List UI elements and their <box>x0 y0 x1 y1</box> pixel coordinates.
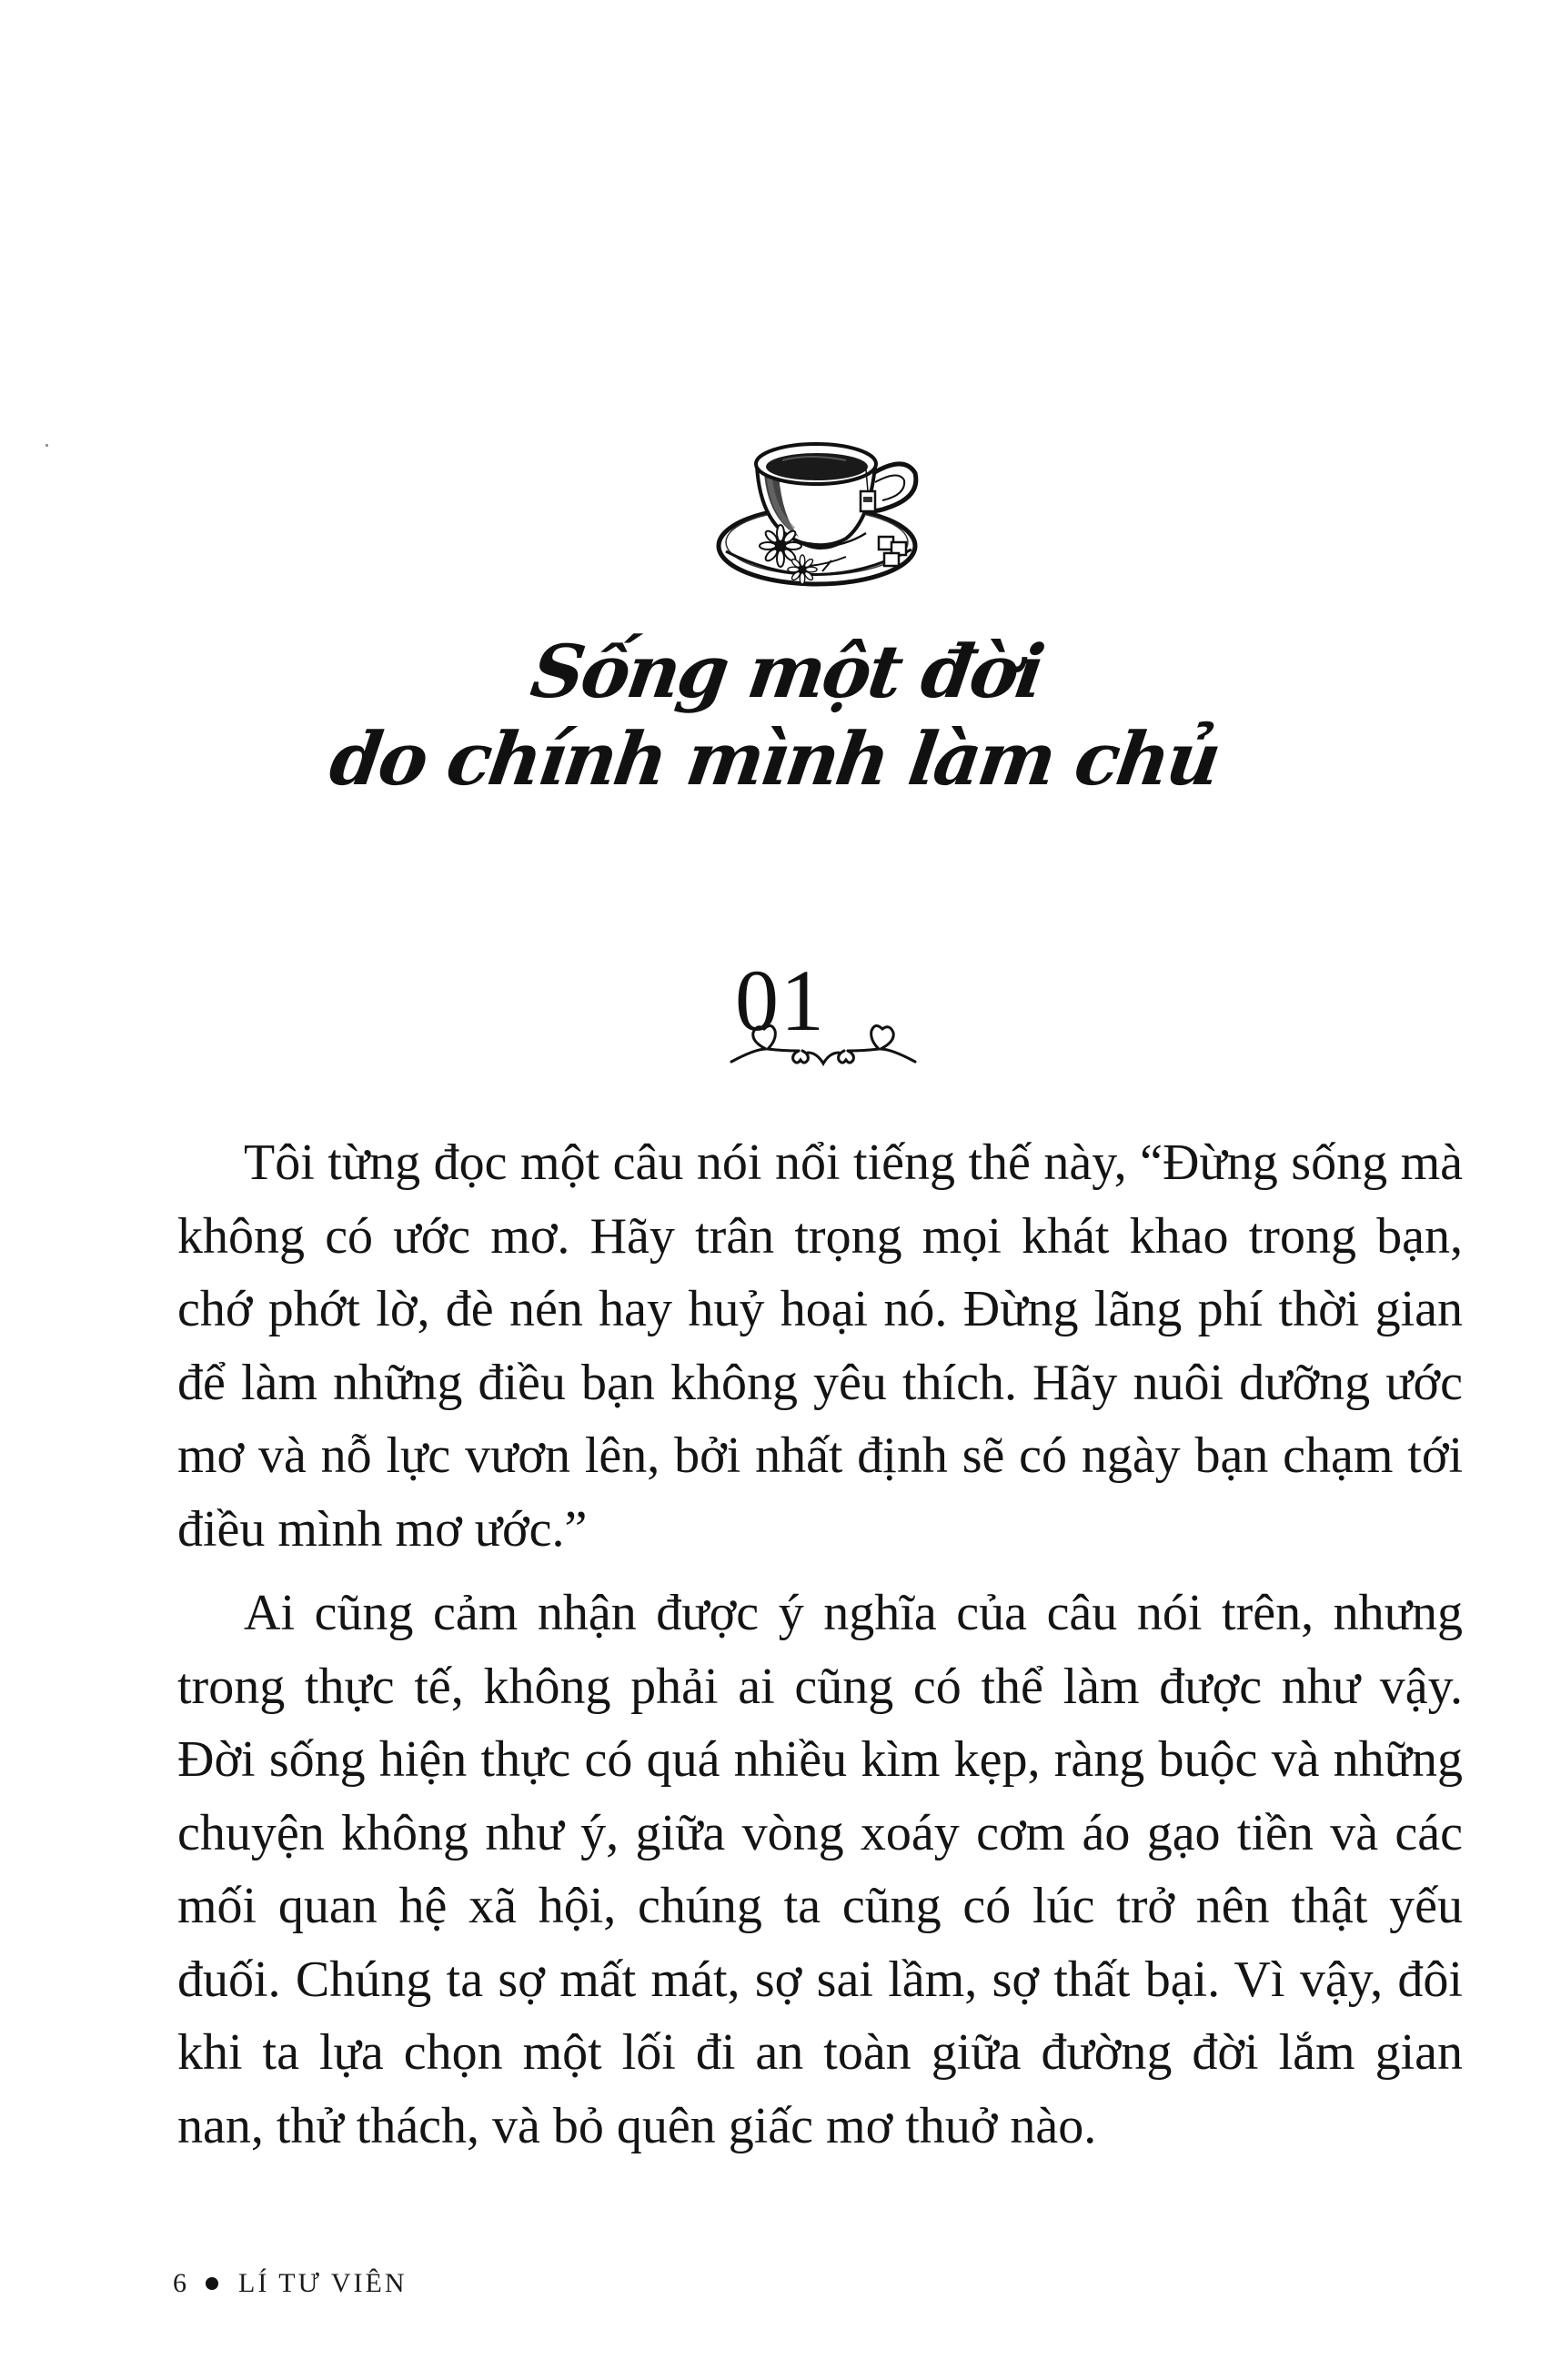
author-name: LÍ TƯ VIÊN <box>238 2268 408 2298</box>
paragraph-2: Ai cũng cảm nhận được ý nghĩa của câu nói trên, nhưng trong thực tế, không phải ai cũng có thể làm được như vậy. Đời sống hiện thực có quá nhiều kìm kẹp, ràng buộc và những chuyện không như ý, giữa vòng xoáy cơm áo gạo tiền và các mối quan hệ xã hội, chúng ta cũng có lúc trở nên thật yếu đuối. Chúng ta sợ mất mát, sợ sai lầm, sợ thất bại. Vì vậy, đôi khi ta lựa chọn một lối đi an toàn giữa đường đời lắm gian nan, thử thách, và bỏ quên giấc mơ thuở nào. <box>177 1585 1463 2154</box>
teacup-on-saucer-icon <box>710 409 928 591</box>
title-line-2: do chính mình làm chủ <box>325 716 1224 802</box>
page-footer <box>173 2265 407 2302</box>
chapter-title <box>0 628 1561 802</box>
body-text <box>177 1126 1463 2163</box>
paragraph-1: Tôi từng đọc một câu nói nổi tiếng thế này, “Đừng sống mà không có ước mơ. Hãy trân trọng mọi khát khao trong bạn, chớ phớt lờ, đè nén hay huỷ hoại nó. Đừng lãng phí thời gian để làm những điều bạn không yêu thích. Hãy nuôi dưỡng ước mơ và nỗ lực vươn lên, bởi nhất định sẽ có ngày bạn chạm tới điều mình mơ ước.” <box>177 1135 1463 1558</box>
title-line-1: Sống một đời <box>526 629 1048 714</box>
scan-speck <box>45 444 48 447</box>
chapter-number: 01 <box>735 952 826 1049</box>
bullet-icon <box>206 2277 218 2290</box>
page-number: 6 <box>173 2268 189 2298</box>
heart-flourish-icon <box>728 1014 919 1069</box>
